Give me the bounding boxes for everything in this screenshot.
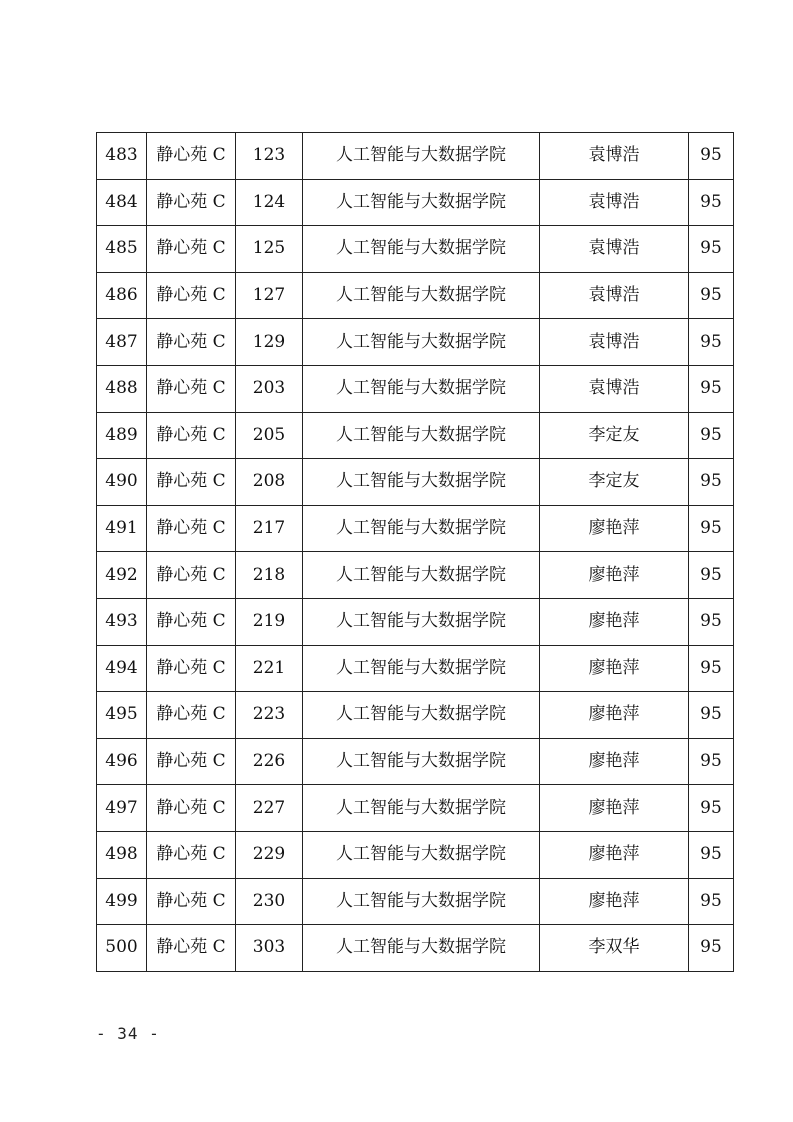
building-cell: 静心苑 C (147, 785, 236, 832)
table-row (97, 831, 734, 878)
row-number-cell: 487 (97, 319, 147, 366)
table-body (97, 133, 734, 972)
row-number-cell: 492 (97, 552, 147, 599)
building-cell: 静心苑 C (147, 133, 236, 180)
row-number-cell: 489 (97, 412, 147, 459)
row-number-cell: 483 (97, 133, 147, 180)
college-cell: 人工智能与大数据学院 (303, 831, 540, 878)
room-number-cell: 127 (236, 272, 303, 319)
inspector-name-cell: 李定友 (540, 412, 689, 459)
building-cell: 静心苑 C (147, 692, 236, 739)
table-row (97, 552, 734, 599)
score-cell: 95 (689, 226, 734, 273)
room-number-cell: 223 (236, 692, 303, 739)
inspector-name-cell: 廖艳萍 (540, 738, 689, 785)
table-row (97, 365, 734, 412)
college-cell: 人工智能与大数据学院 (303, 365, 540, 412)
score-cell: 95 (689, 179, 734, 226)
score-cell: 95 (689, 133, 734, 180)
score-cell: 95 (689, 785, 734, 832)
building-cell: 静心苑 C (147, 319, 236, 366)
table-row (97, 925, 734, 972)
building-cell: 静心苑 C (147, 179, 236, 226)
college-cell: 人工智能与大数据学院 (303, 785, 540, 832)
score-cell: 95 (689, 598, 734, 645)
row-number-cell: 484 (97, 179, 147, 226)
table-row (97, 459, 734, 506)
building-cell: 静心苑 C (147, 226, 236, 273)
room-number-cell: 125 (236, 226, 303, 273)
college-cell: 人工智能与大数据学院 (303, 925, 540, 972)
inspector-name-cell: 廖艳萍 (540, 552, 689, 599)
score-cell: 95 (689, 831, 734, 878)
inspector-name-cell: 袁博浩 (540, 226, 689, 273)
inspector-name-cell: 廖艳萍 (540, 598, 689, 645)
inspector-name-cell: 袁博浩 (540, 133, 689, 180)
row-number-cell: 498 (97, 831, 147, 878)
row-number-cell: 496 (97, 738, 147, 785)
building-cell: 静心苑 C (147, 738, 236, 785)
table-row (97, 598, 734, 645)
room-number-cell: 203 (236, 365, 303, 412)
score-cell: 95 (689, 505, 734, 552)
score-cell: 95 (689, 459, 734, 506)
score-cell: 95 (689, 319, 734, 366)
room-number-cell: 124 (236, 179, 303, 226)
college-cell: 人工智能与大数据学院 (303, 645, 540, 692)
row-number-cell: 488 (97, 365, 147, 412)
inspector-name-cell: 李双华 (540, 925, 689, 972)
row-number-cell: 485 (97, 226, 147, 273)
inspector-name-cell: 廖艳萍 (540, 785, 689, 832)
inspector-name-cell: 李定友 (540, 459, 689, 506)
score-cell: 95 (689, 365, 734, 412)
row-number-cell: 490 (97, 459, 147, 506)
row-number-cell: 494 (97, 645, 147, 692)
college-cell: 人工智能与大数据学院 (303, 459, 540, 506)
college-cell: 人工智能与大数据学院 (303, 179, 540, 226)
row-number-cell: 495 (97, 692, 147, 739)
room-number-cell: 208 (236, 459, 303, 506)
room-number-cell: 226 (236, 738, 303, 785)
inspector-name-cell: 廖艳萍 (540, 692, 689, 739)
inspector-name-cell: 袁博浩 (540, 272, 689, 319)
college-cell: 人工智能与大数据学院 (303, 226, 540, 273)
room-number-cell: 227 (236, 785, 303, 832)
room-number-cell: 230 (236, 878, 303, 925)
score-cell: 95 (689, 412, 734, 459)
room-number-cell: 129 (236, 319, 303, 366)
college-cell: 人工智能与大数据学院 (303, 505, 540, 552)
college-cell: 人工智能与大数据学院 (303, 133, 540, 180)
room-number-cell: 123 (236, 133, 303, 180)
room-number-cell: 303 (236, 925, 303, 972)
inspector-name-cell: 廖艳萍 (540, 645, 689, 692)
room-number-cell: 218 (236, 552, 303, 599)
building-cell: 静心苑 C (147, 365, 236, 412)
table-row (97, 692, 734, 739)
inspector-name-cell: 袁博浩 (540, 365, 689, 412)
college-cell: 人工智能与大数据学院 (303, 692, 540, 739)
building-cell: 静心苑 C (147, 272, 236, 319)
row-number-cell: 491 (97, 505, 147, 552)
row-number-cell: 499 (97, 878, 147, 925)
score-cell: 95 (689, 645, 734, 692)
row-number-cell: 497 (97, 785, 147, 832)
building-cell: 静心苑 C (147, 459, 236, 506)
building-cell: 静心苑 C (147, 831, 236, 878)
row-number-cell: 486 (97, 272, 147, 319)
score-cell: 95 (689, 738, 734, 785)
college-cell: 人工智能与大数据学院 (303, 412, 540, 459)
college-cell: 人工智能与大数据学院 (303, 272, 540, 319)
inspector-name-cell: 袁博浩 (540, 319, 689, 366)
table-row (97, 645, 734, 692)
room-number-cell: 219 (236, 598, 303, 645)
table-row (97, 226, 734, 273)
building-cell: 静心苑 C (147, 412, 236, 459)
score-cell: 95 (689, 272, 734, 319)
college-cell: 人工智能与大数据学院 (303, 878, 540, 925)
row-number-cell: 500 (97, 925, 147, 972)
college-cell: 人工智能与大数据学院 (303, 738, 540, 785)
page-number: - 34 - (96, 1024, 160, 1043)
room-number-cell: 205 (236, 412, 303, 459)
table-row (97, 412, 734, 459)
dormitory-score-table (96, 132, 734, 972)
building-cell: 静心苑 C (147, 925, 236, 972)
table-row (97, 785, 734, 832)
college-cell: 人工智能与大数据学院 (303, 319, 540, 366)
inspector-name-cell: 廖艳萍 (540, 505, 689, 552)
building-cell: 静心苑 C (147, 598, 236, 645)
score-cell: 95 (689, 552, 734, 599)
table-row (97, 505, 734, 552)
building-cell: 静心苑 C (147, 878, 236, 925)
table-row (97, 133, 734, 180)
room-number-cell: 221 (236, 645, 303, 692)
table-row (97, 179, 734, 226)
college-cell: 人工智能与大数据学院 (303, 552, 540, 599)
inspector-name-cell: 袁博浩 (540, 179, 689, 226)
score-cell: 95 (689, 925, 734, 972)
table-row (97, 272, 734, 319)
inspector-name-cell: 廖艳萍 (540, 831, 689, 878)
row-number-cell: 493 (97, 598, 147, 645)
score-cell: 95 (689, 878, 734, 925)
table-row (97, 319, 734, 366)
table-row (97, 878, 734, 925)
room-number-cell: 217 (236, 505, 303, 552)
college-cell: 人工智能与大数据学院 (303, 598, 540, 645)
building-cell: 静心苑 C (147, 505, 236, 552)
inspector-name-cell: 廖艳萍 (540, 878, 689, 925)
room-number-cell: 229 (236, 831, 303, 878)
score-cell: 95 (689, 692, 734, 739)
table-row (97, 738, 734, 785)
building-cell: 静心苑 C (147, 552, 236, 599)
building-cell: 静心苑 C (147, 645, 236, 692)
